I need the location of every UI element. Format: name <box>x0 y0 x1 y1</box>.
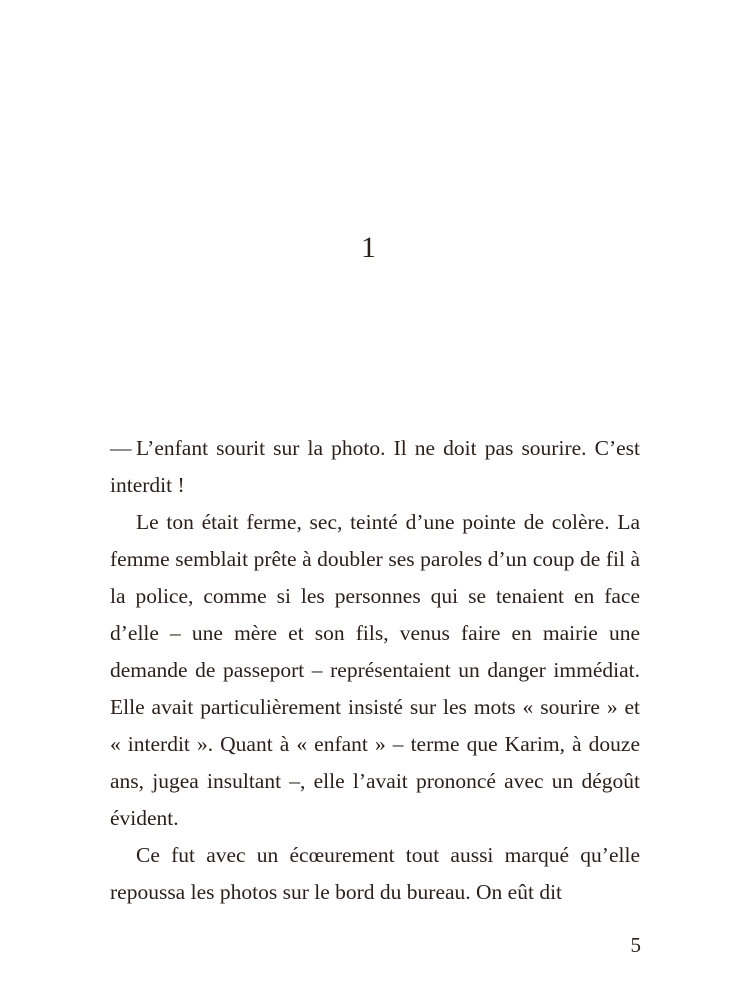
paragraph-narration-continued: Ce fut avec un écœurement tout aussi marqué qu’elle repoussa les photos sur le bord du bureau. On eût dit <box>110 843 640 904</box>
paragraph-dialogue <box>110 430 640 504</box>
dialogue-dash: — <box>110 436 132 460</box>
chapter-number: 1 <box>361 231 376 264</box>
page-number: 5 <box>630 933 641 957</box>
paragraph-dialogue-text: L’enfant sourit sur la photo. Il ne doit pas sourire. C’est interdit ! <box>110 436 640 497</box>
body-text <box>110 430 640 911</box>
paragraph-narration: Le ton était ferme, sec, teinté d’une pointe de colère. La femme semblait prête à doubler ses paroles d’un coup de fil à la police, comme si les personnes qui se tenaient en face d’elle – une mère et son fils, venus faire en mairie une demande de passeport – représentaient un danger immédiat. Elle avait particulièrement insisté sur les mots « sourire » et « interdit ». Quant à « enfant » – terme que Karim, à douze ans, jugea insultant –, elle l’avait prononcé avec un dégoût évident. <box>110 510 640 830</box>
